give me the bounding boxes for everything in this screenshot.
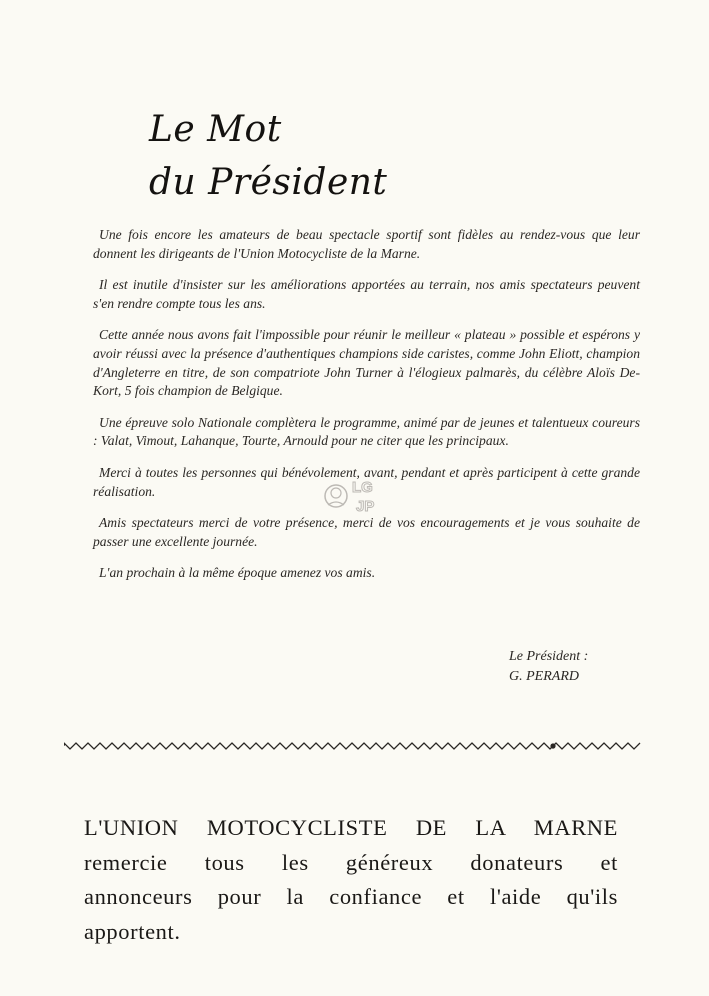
- svg-text:LG: LG: [352, 479, 373, 496]
- signature-name: G. PERARD: [509, 669, 579, 684]
- closing-line: annonceurs pour la confiance et l'aide qu'ils: [84, 884, 618, 909]
- title-line-1: Le Mot: [149, 109, 282, 150]
- signature-role: Le Président :: [509, 649, 589, 664]
- paragraph: Une épreuve solo Nationale complètera le programme, animé par de jeunes et talentueux coureurs : Valat, Vimout, Lahanque, Tourte, Arnould pour ne citer que les principaux.: [93, 414, 640, 449]
- signature: [509, 647, 588, 687]
- title-line-2: du Président: [149, 162, 388, 203]
- paragraph: Cette année nous avons fait l'impossible pour réunir le meilleur « plateau » possible et espérons y avoir réussi avec la présence d'authentiques champions side caristes, comme John Eliott, champion d'Angleterre en titre, de son compatriote John Turner à l'élogieux palmarès, du célèbre Aloïs De-Kort, 5 fois champion de Belgique.: [93, 327, 640, 399]
- closing-thanks: [84, 811, 618, 949]
- closing-line: remercie tous les généreux donateurs et: [84, 849, 618, 875]
- paragraph: Il est inutile d'insister sur les améliorations apportées au terrain, nos amis spectateurs peuvent s'en rendre compte tous les ans.: [93, 277, 640, 311]
- wavy-divider: [64, 739, 642, 753]
- svg-text:JP: JP: [356, 498, 375, 515]
- paragraph: Merci à toutes les personnes qui bénévolement, avant, pendant et après participent à cette grande réalisation.: [93, 464, 640, 499]
- page-title: [149, 103, 387, 209]
- paragraph: L'an prochain à la même époque amenez vos amis.: [99, 565, 376, 581]
- paragraph: Amis spectateurs merci de votre présence, merci de vos encouragements et je vous souhaite de passer une excellente journée.: [93, 515, 640, 549]
- watermark-logo: [322, 473, 386, 519]
- closing-line: L'UNION MOTOCYCLISTE DE LA MARNE: [84, 815, 618, 840]
- president-message: [93, 226, 640, 596]
- paragraph: Une fois encore les amateurs de beau spectacle sportif sont fidèles au rendez-vous que leur donnent les dirigeants de l'Union Motocycliste de la Marne.: [93, 227, 640, 261]
- closing-line: apportent.: [84, 918, 181, 944]
